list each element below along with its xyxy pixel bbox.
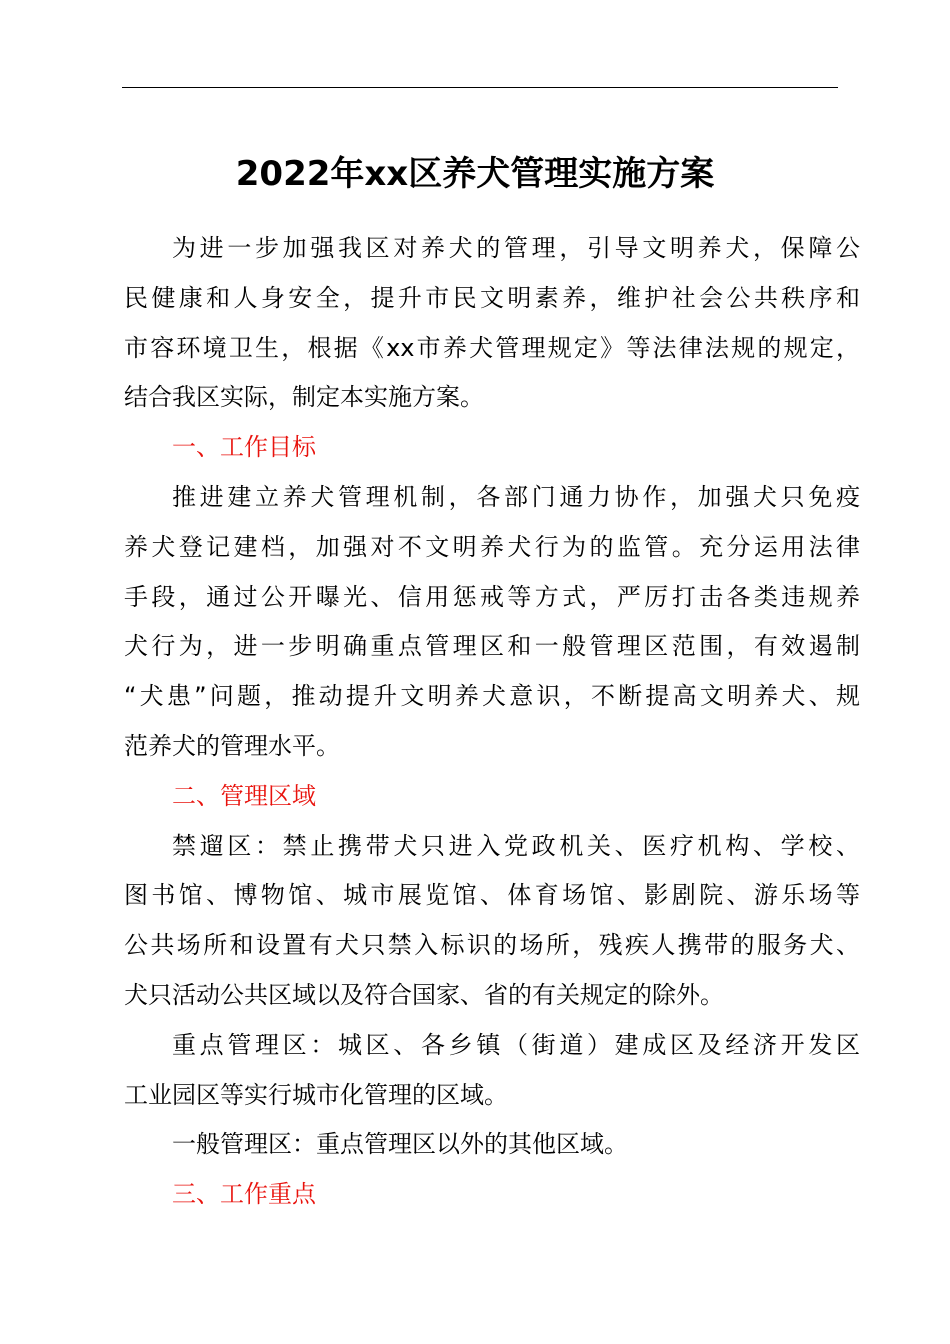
text-line: 犬行为，进一步明确重点管理区和一般管理区范围，有效遏制 — [124, 632, 860, 661]
text-line: 公共场所和设置有犬只禁入标识的场所，残疾人携带的服务犬、 — [124, 931, 860, 960]
section-heading-areas: 二、管理区域 — [172, 781, 316, 810]
text-line: 民健康和人身安全，提升市民文明素养，维护社会公共秩序和 — [124, 283, 860, 312]
goals-paragraph — [124, 473, 860, 772]
text-line: 手段，通过公开曝光、信用惩戒等方式，严厉打击各类违规养 — [124, 582, 860, 611]
text-line: 图书馆、博物馆、城市展览馆、体育场馆、影剧院、游乐场等 — [124, 881, 860, 910]
intro-paragraph — [124, 224, 860, 423]
text-line: 犬只活动公共区域以及符合国家、省的有关规定的除外。 — [124, 980, 724, 1009]
text-line: “犬患”问题，推动提升文明养犬意识，不断提高文明养犬、规 — [124, 682, 860, 711]
section-heading-goals: 一、工作目标 — [172, 433, 316, 462]
text-line: 市容环境卫生，根据《xx市养犬管理规定》等法律法规的规定， — [124, 333, 860, 362]
text-line: 一般管理区：重点管理区以外的其他区域。 — [172, 1130, 628, 1159]
general-area-paragraph — [124, 1120, 860, 1170]
key-area-paragraph — [124, 1021, 860, 1121]
text-line: 重点管理区：城区、各乡镇（街道）建成区及经济开发区 — [172, 1030, 860, 1059]
text-line: 禁遛区：禁止携带犬只进入党政机关、医疗机构、学校、 — [172, 831, 860, 860]
header-rule — [122, 87, 838, 88]
document-body — [124, 224, 860, 1220]
document-title: 2022年xx区养犬管理实施方案 — [235, 154, 715, 194]
section-heading-priorities: 三、工作重点 — [172, 1180, 316, 1209]
forbidden-area-paragraph — [124, 822, 860, 1021]
text-line: 结合我区实际，制定本实施方案。 — [124, 383, 484, 412]
text-line: 范养犬的管理水平。 — [124, 731, 340, 760]
text-line: 工业园区等实行城市化管理的区域。 — [124, 1080, 508, 1109]
text-line: 推进建立养犬管理机制，各部门通力协作，加强犬只免疫 — [172, 482, 860, 511]
text-line: 为进一步加强我区对养犬的管理，引导文明养犬，保障公 — [172, 234, 860, 262]
text-line: 养犬登记建档，加强对不文明养犬行为的监管。充分运用法律 — [124, 532, 860, 561]
